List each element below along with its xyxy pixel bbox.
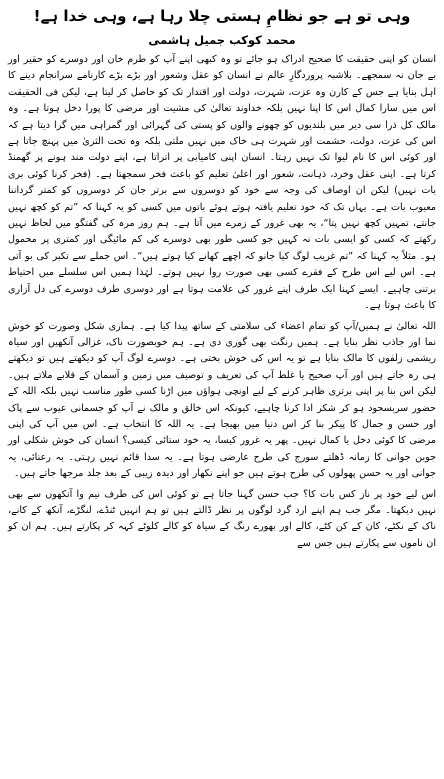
paragraph-2: اللہ تعالیٰ نے ہمیں/آپ کو تمام اعضاء کی سلامتی کے ساتھ پیدا کیا ہے۔ ہماری شکل وصورت کو خوش نما اور جاذب نظر بنایا ہے۔ ہمیں رنگت بھی گوری دی ہے۔ ہم خوبصورت ناک، غزالی آنکھیں اور سیاہ ریشمی زلفوں کا مالک بنایا ہے تو یہ اس کی خوش بختی ہے۔ دوسرے لوگ آپ کو دیکھتے ہیں تو دیکھتے ہی رہ جاتے ہیں اور آپ صحیح یا غلط آپ کی تعریف و توصیف میں زمین و آسمان کے قلابے ملاتے ہیں۔ لیکن اس بنا پر اپنی برتری ظاہر کرنے کے لیے اونچی ہواؤں میں اڑنا کسی طور مناسب نہیں بلکہ اللہ کے حضور سربسجود ہو کر شکر ادا کرنا چاہیے، کیونکہ اس خالق و مالک نے آپ کو جسمانی عیوب سے پاک اور حسن و جمال کا پیکر بنا کر اس دنیا میں بھیجا ہے۔ یہ اللہ کا انتخاب ہے۔ اس میں آپ کی اپنی مرضی کا کوئی دخل یا کمال نہیں۔ پھر یہ غرور کیسا، یہ خود ستائی کیسی؟ انسان کی خوش شکلی اور جوبن جوانی کا زمانہ ڈھلتے سورج کی طرح عارضی ہوتا ہے۔ یہ سدا قائم نہیں رہتی۔ یہ رعنائی، یہ جوانی اور یہ حسن پھولوں کی طرح ہوتے ہیں جو اپنے نکھار اور دیدہ زیبی کے بعد جلد مرجھا جاتے ہیں۔ <box>8 320 436 480</box>
paragraph-1: انسان کو اپنی حقیقت کا صحیح ادراک ہو جائے تو وہ کبھی اپنے آپ کو طرم خان اور دوسرے کو حقیر اور بے جان نہ سمجھے۔ بلاشبہ پروردگارِ عالم نے انسان کو عقل وشعور اور بڑے بڑے کارنامے سرانجام دینے کا اہل بنایا ہے جس کے کارن وہ عزت، شہرت، دولت اور اقتدار تک کو حاصل کر لیتا ہے، لیکن فی الحقیقت اس میں سارا کمال اس کا اپنا نہیں بلکہ خداوند تعالیٰ کی مشیت اور مرضی کا پورا دخل ہوتا ہے۔ وہ مالک کل ذرا سی دیر میں بلندیوں کو چھونے والوں کو پستی کی گہرائی اور گمراہی میں گرا دیتا ہے کہ اس کی عزت، دولت، حشمت اور شہرت ہی خاک میں نہیں ملتی بلکہ وہ تحت الثریٰ میں پہنچ جاتا ہے اور کوئی اس کا نام لیوا تک نہیں رہتا۔ انسان اپنی کامیابی پر اتراتا ہے، اپنے دولت مند ہونے پر گھمنڈ کرتا ہے۔ اپنی عقل وخرد، ذہانت، شعور اور اعلیٰ تعلیم کو باعث فخر سمجھتا ہے۔ (فخر کرنا کوئی بری بات نہیں) لیکن ان اوصاف کی وجہ سے خود کو دوسروں سے برتر جان کر دوسروں کو کمتر گرداننا معیوب بات ہے۔ یہاں تک کہ خود تعلیم یافتہ ہوتے ہوئے باتوں میں کسی کو یہ کہنا کہ ”تم کو کچھ نہیں جانتے، تمہیں کچھ نہیں پتا“، یہ بھی غرور کے زمرے میں آتا ہے۔ ہم روز مرہ کی گفتگو میں لحاظ نہیں رکھتے کہ کسی کو ایسی بات نہ کہیں جو کسی طور بھی دوسرے کی کم مائیگی اور کمتری پر محمول ہو۔ مثلاً یہ کہنا کہ ”تم غریب لوگ کیا جانو کہ اچھے کھانے کیا ہوتے ہیں“۔ اس جملے سے تکبر کی بو آتی ہے۔ اس لیے اس طرح کے فقرے کسی بھی صورت روا نہیں ہوتے۔ لہٰذا ہمیں اس سلسلے میں احتیاط برتنی چاہیے۔ ایسے کہنا ایک طرف اپنے غرور کی علامت ہوتا ہے اور دوسری طرف دوسرے کی دل آزاری کا باعث ہوتا ہے۔ <box>8 54 436 312</box>
paragraph-3: اس لیے خود پر ناز کس بات کا؟ جب حسن گہنا جاتا ہے تو کوئی اس کی طرف نیم وا آنکھوں سے بھی نہیں دیکھتا۔ مگر جب ہم اپنے ارد گرد لوگوں پر نظر ڈالتے ہیں تو ہم انہیں ٹنڈے، لنگڑے، آنکھ کے کانے، ناک کے نکٹے، کان کے کن کٹے، کالے اور بھورے رنگ کے سیاہ کو کالے کلوٹے کہہ کر پکارتے ہیں۔ ہم ان کو ان ناموں سے پکارتے ہیں جس سے <box>8 488 436 549</box>
article-body <box>8 52 436 552</box>
author-name: محمد کوکب جمیل ہاشمی <box>148 33 296 47</box>
article-title: وہی تو ہے جو نظامِ ہستی چلا رہا ہے، وہی خدا ہے! <box>33 7 411 25</box>
